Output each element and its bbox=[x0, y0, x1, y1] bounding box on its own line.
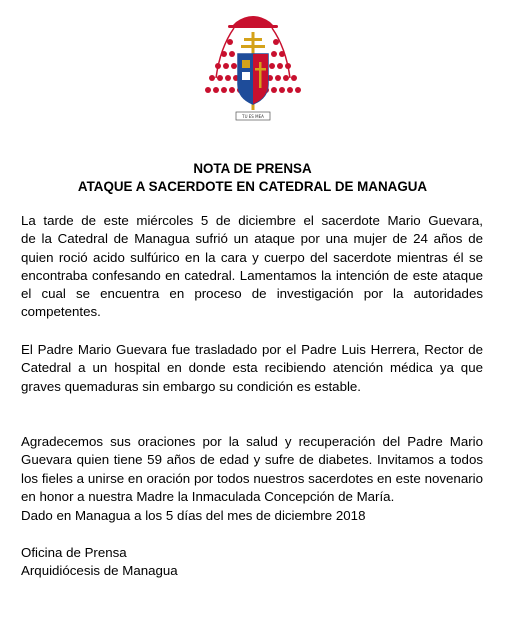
svg-text:TU ES MEA: TU ES MEA bbox=[242, 114, 264, 119]
text-line: de la Catedral de Managua sufrió un ataque por una mujer de 24 años de bbox=[21, 231, 483, 247]
archdiocese-coat-of-arms bbox=[200, 8, 306, 130]
paragraph-prayer-request bbox=[21, 433, 483, 506]
paragraph-hospital-transfer bbox=[21, 341, 483, 396]
signature-organization: Arquidiócesis de Managua bbox=[21, 563, 178, 579]
signature-office: Oficina de Prensa bbox=[21, 545, 127, 560]
text-line: El Padre Mario Guevara fue trasladado por el Padre Luis Herrera, Rector de bbox=[21, 342, 483, 357]
text-line: el cual se encuentra en proceso de investigación por la autoridades bbox=[21, 286, 483, 302]
text-line: Agradecemos sus oraciones por la salud y recuperación del Padre Mario bbox=[21, 434, 483, 449]
text-line: quien roció acido sulfúrico en la cara y cuerpo del sacerdote mientras él se bbox=[21, 249, 483, 265]
text-line: competentes. bbox=[21, 304, 101, 320]
text-line: La tarde de este miércoles 5 de diciembre el sacerdote Mario Guevara, bbox=[21, 213, 483, 228]
press-release-heading: NOTA DE PRENSA bbox=[193, 161, 312, 176]
text-line: encontraba confesando en catedral. Lamentamos la intención de este ataque bbox=[21, 267, 483, 283]
press-release-title: ATAQUE A SACERDOTE EN CATEDRAL DE MANAGUA bbox=[77, 179, 428, 194]
text-line: los fieles a unirse en oración por todos nuestros sacerdotes en este novenario bbox=[21, 470, 483, 486]
paragraph-dateline bbox=[21, 507, 483, 525]
text-line: Catedral a un hospital en donde esta recibiendo atención médica ya que bbox=[21, 360, 483, 376]
signature-block bbox=[21, 544, 483, 581]
dateline: Dado en Managua a los 5 días del mes de diciembre 2018 bbox=[21, 508, 366, 523]
text-line: Guevara quien tiene 59 años de edad y sufre de diabetes. Invitamos a todos bbox=[21, 452, 483, 468]
text-line: graves quemaduras sin embargo su condición es estable. bbox=[21, 378, 362, 394]
text-line: en honor a nuestra Madre la Inmaculada Concepción de María. bbox=[21, 488, 395, 504]
paragraph-attack-description bbox=[21, 212, 483, 322]
